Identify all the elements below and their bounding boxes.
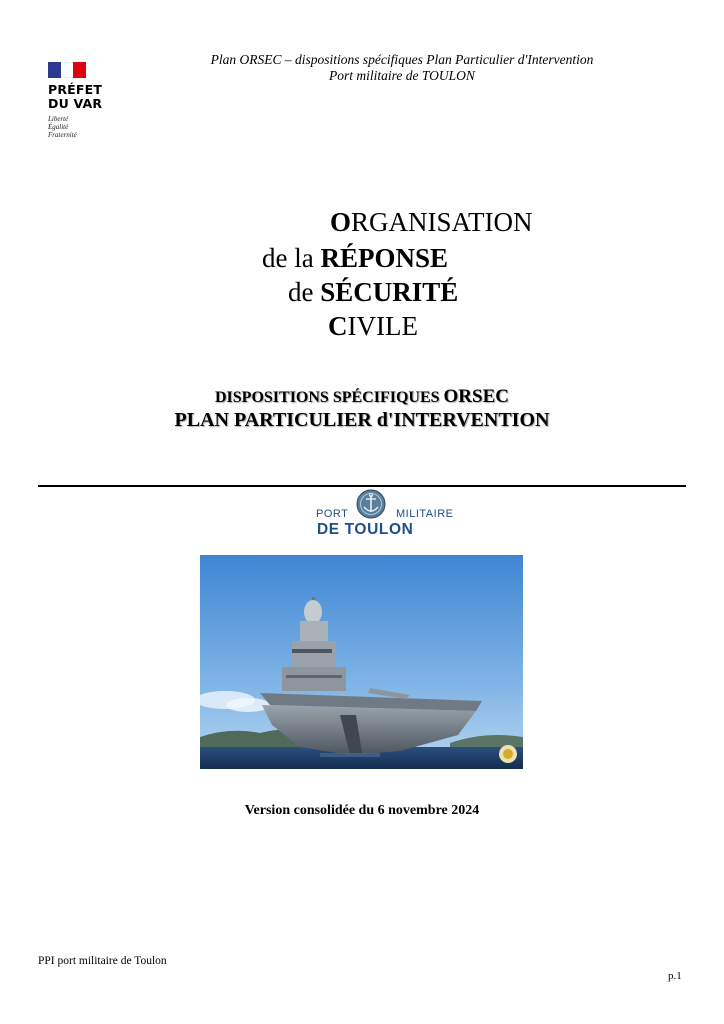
subtitle-line2: PLAN PARTICULIER d'INTERVENTION xyxy=(174,409,550,431)
divider xyxy=(38,485,686,487)
title-organisation: RGANISATION xyxy=(351,207,533,237)
motto xyxy=(48,115,128,139)
title-line1 xyxy=(330,204,724,240)
port-logo-port: PORT xyxy=(316,508,349,520)
header-line2: Port militaire de TOULON xyxy=(329,68,475,83)
title-de-la: de la xyxy=(262,243,321,273)
aircraft-carrier-photo xyxy=(200,555,523,769)
prefet-line2: DU VAR xyxy=(48,96,103,111)
marianne-flag-icon xyxy=(48,62,86,78)
port-logo-militaire: MILITAIRE xyxy=(396,508,454,520)
prefet-line1: PRÉFET xyxy=(48,82,103,97)
title-initial-o: O xyxy=(330,207,352,237)
motto-fraternite: Fraternité xyxy=(48,131,77,139)
subtitle-dispositions: DISPOSITIONS SPÉCIFIQUES xyxy=(215,389,444,406)
motto-egalite: Égalité xyxy=(48,123,69,131)
title-de: de xyxy=(288,277,321,307)
title-reponse: RÉPONSE xyxy=(320,243,449,273)
title-initial-c: C xyxy=(328,311,348,341)
anchor-emblem-icon xyxy=(356,489,386,519)
title-line3 xyxy=(288,274,724,310)
title-civile: IVILE xyxy=(347,311,418,341)
title-securite: SÉCURITÉ xyxy=(320,277,459,307)
prefet-logo xyxy=(48,62,128,139)
page-header xyxy=(190,52,614,84)
page-number: p.1 xyxy=(668,970,682,982)
motto-liberte: Liberté xyxy=(48,115,69,123)
version-date: Version consolidée du 6 novembre 2024 xyxy=(244,803,480,818)
title-line4 xyxy=(328,308,724,344)
subtitle-line1 xyxy=(0,386,724,408)
header-line1: Plan ORSEC – dispositions spécifiques Plan Particulier d'Intervention xyxy=(210,52,594,67)
port-logo-toulon: DE TOULON xyxy=(317,521,414,538)
port-militaire-logo xyxy=(316,488,456,544)
subtitle-orsec: ORSEC xyxy=(443,386,509,407)
footer-text: PPI port militaire de Toulon xyxy=(38,955,167,967)
title-line2 xyxy=(262,240,724,276)
